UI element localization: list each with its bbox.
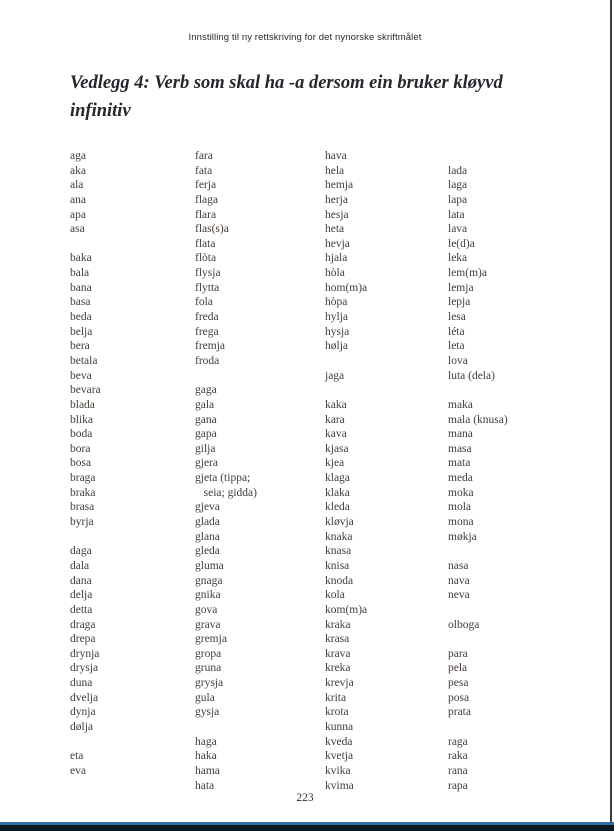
word-cell: flòta — [195, 252, 217, 265]
word-cell: flara — [195, 208, 217, 221]
word-cell: mana — [448, 428, 473, 441]
word-cell: drepa — [70, 633, 96, 646]
word-cell: moka — [448, 486, 474, 499]
word-cell: krava — [325, 647, 351, 660]
word-cell: boda — [70, 428, 93, 441]
word-cell: bora — [70, 442, 91, 455]
word-cell: hòla — [325, 267, 345, 280]
word-cell: gnaga — [195, 574, 223, 587]
word-cell: para — [448, 647, 468, 660]
word-cell: hemja — [325, 179, 354, 192]
word-cell: fola — [195, 296, 213, 309]
word-cell: krevja — [325, 677, 354, 690]
word-cell — [448, 632, 600, 647]
word-cell — [448, 383, 600, 398]
word-cell: grava — [195, 618, 221, 631]
word-cell: nasa — [448, 559, 469, 572]
word-cell: hòpa — [325, 296, 348, 309]
word-cell: heta — [325, 223, 345, 236]
word-cell: krasa — [325, 633, 350, 646]
word-cell: kveda — [325, 735, 353, 748]
word-cell: beda — [70, 311, 92, 324]
word-cell: hama — [195, 764, 220, 777]
word-cell: gaga — [195, 384, 217, 397]
word-cell: ana — [70, 193, 86, 206]
word-cell: hava — [325, 150, 347, 162]
word-cell: bana — [70, 281, 92, 294]
word-cell: lesa — [448, 311, 466, 324]
word-cell: eva — [70, 764, 86, 777]
word-cell: belja — [70, 325, 93, 338]
word-cell: delja — [70, 589, 93, 602]
word-cell: klaga — [325, 472, 350, 485]
word-cell: gjeva — [195, 501, 220, 514]
word-cell: hevja — [325, 237, 350, 250]
word-cell: le(d)a — [448, 237, 475, 250]
word-cell: ala — [70, 179, 84, 192]
word-cell: apa — [70, 208, 86, 221]
word-cell: gruna — [195, 662, 222, 675]
word-cell: blada — [70, 398, 95, 411]
word-cell: gula — [195, 691, 215, 704]
word-cell: haka — [195, 750, 217, 763]
word-cell: bevara — [70, 384, 101, 397]
word-cell: gluma — [195, 559, 224, 572]
word-cell: rapa — [448, 779, 468, 792]
word-cell: mata — [448, 457, 471, 470]
word-cell: hjala — [325, 252, 348, 265]
word-cell: kava — [325, 428, 347, 441]
word-cell: olboga — [448, 618, 480, 631]
word-cell: frega — [195, 325, 219, 338]
word-cell: raka — [448, 750, 468, 763]
word-cell: brasa — [70, 501, 95, 514]
word-cell: dala — [70, 559, 90, 572]
word-cell: hølja — [325, 340, 348, 353]
word-cell: flytta — [195, 281, 220, 294]
word-cell: meda — [448, 472, 473, 485]
word-cell: knaka — [325, 530, 353, 543]
word-cell: kløvja — [325, 516, 354, 529]
word-cell — [448, 544, 600, 559]
word-cell: fremja — [195, 340, 226, 353]
word-cell: haga — [195, 735, 217, 748]
word-cell: gala — [195, 398, 215, 411]
page-title-line2: infinitiv — [70, 101, 131, 121]
word-cell: møkja — [448, 530, 477, 543]
word-cell: knisa — [325, 559, 350, 572]
word-cell: kraka — [325, 618, 351, 631]
word-cell: lata — [448, 208, 465, 221]
word-cell — [70, 530, 195, 545]
word-cell: ferja — [195, 179, 217, 192]
word-cell: masa — [448, 442, 472, 455]
word-cell: gjeta (tippa; — [195, 472, 251, 485]
word-cell: lemja — [448, 281, 474, 294]
word-cell — [70, 237, 195, 252]
page-title-line1: Vedlegg 4: Verb som skal ha -a dersom ein bruker kløyvd — [70, 73, 503, 93]
word-cell: lepja — [448, 296, 471, 309]
word-cell: asa — [70, 223, 85, 236]
word-cell: gova — [195, 603, 218, 616]
word-cell: gilja — [195, 442, 216, 455]
word-cell: kreka — [325, 662, 351, 675]
word-cell: kara — [325, 413, 345, 426]
bottom-dark-bar — [0, 825, 614, 831]
word-cell: lava — [448, 223, 468, 236]
word-cell: leta — [448, 340, 465, 353]
word-cell: luta (dela) — [448, 369, 495, 382]
word-cell: flaga — [195, 193, 218, 206]
word-cell: gana — [195, 413, 217, 426]
word-cell: draga — [70, 618, 96, 631]
word-cell: knoda — [325, 574, 354, 587]
word-cell: kola — [325, 589, 345, 602]
word-cell: duna — [70, 677, 93, 690]
word-cell — [448, 149, 600, 164]
word-cell: lada — [448, 164, 468, 177]
running-header: Innstilling til ny rettskriving for det nynorske skriftmålet — [188, 32, 422, 43]
word-cell — [325, 354, 448, 369]
word-cell: flysja — [195, 267, 221, 280]
word-cell: kjasa — [325, 442, 349, 455]
word-cell: mola — [448, 501, 471, 514]
word-cell: laga — [448, 179, 468, 192]
word-cell: aka — [70, 164, 86, 177]
word-cell: gysja — [195, 706, 220, 719]
word-cell — [448, 603, 600, 618]
word-cell: lapa — [448, 193, 468, 206]
word-cell: raga — [448, 735, 468, 748]
word-cell — [448, 720, 600, 735]
word-cell: glada — [195, 516, 220, 529]
word-cell: beva — [70, 369, 92, 382]
word-cell: hysja — [325, 325, 350, 338]
word-cell: gapa — [195, 428, 217, 441]
word-cell: kom(m)a — [325, 603, 368, 616]
word-cell — [195, 720, 325, 735]
word-cell: knasa — [325, 545, 352, 558]
word-cell: blika — [70, 413, 93, 426]
word-cell: drynja — [70, 647, 100, 660]
word-cell: byrja — [70, 516, 94, 529]
word-cell: mala (knusa) — [448, 413, 508, 426]
word-cell: gropa — [195, 647, 222, 660]
word-cell: prata — [448, 706, 471, 719]
word-cell: aga — [70, 150, 86, 162]
word-cell: krita — [325, 691, 347, 704]
word-cell: bera — [70, 340, 90, 353]
word-cell: gremja — [195, 633, 227, 646]
word-cell: kvima — [325, 779, 354, 792]
word-cell — [70, 735, 195, 750]
word-cell: neva — [448, 589, 470, 602]
word-cell: froda — [195, 354, 220, 367]
word-cell: hesja — [325, 208, 349, 221]
word-cell: rana — [448, 764, 468, 777]
word-cell: leka — [448, 252, 468, 265]
word-cell: gnika — [195, 589, 221, 602]
word-cell: léta — [448, 325, 465, 338]
word-cell: flas(s)a — [195, 223, 229, 236]
page-edge-line — [610, 0, 612, 826]
word-cell: freda — [195, 311, 219, 324]
word-cell: posa — [448, 691, 470, 704]
word-cell: fara — [195, 150, 213, 162]
word-cell: kvetja — [325, 750, 354, 763]
word-cell: hata — [195, 779, 215, 792]
word-cell: dana — [70, 574, 92, 587]
word-cell: bosa — [70, 457, 92, 470]
word-cell: hom(m)a — [325, 281, 368, 294]
word-cell: flata — [195, 237, 216, 250]
word-cell: drysja — [70, 662, 99, 675]
word-cell: detta — [70, 603, 93, 616]
word-cell: krota — [325, 706, 349, 719]
word-cell: jaga — [325, 369, 345, 382]
page-number: 223 — [296, 792, 314, 804]
word-cell — [195, 369, 325, 384]
word-cell: dynja — [70, 706, 96, 719]
word-cell: braka — [70, 486, 96, 499]
word-cell: klaka — [325, 486, 350, 499]
word-cell: kjea — [325, 457, 345, 470]
word-cell: basa — [70, 296, 91, 309]
word-cell: hela — [325, 164, 345, 177]
word-cell: glana — [195, 530, 220, 543]
word-grid — [70, 149, 600, 793]
word-cell: kunna — [325, 720, 354, 733]
word-cell: pela — [448, 662, 468, 675]
page-title — [70, 69, 570, 125]
word-cell: kaka — [325, 398, 347, 411]
word-cell: lova — [448, 354, 468, 367]
word-cell: kleda — [325, 501, 350, 514]
word-cell: betala — [70, 354, 98, 367]
word-cell: daga — [70, 545, 92, 558]
word-cell — [325, 383, 448, 398]
word-cell: dølja — [70, 720, 93, 733]
word-cell: kvika — [325, 764, 351, 777]
word-cell: dvelja — [70, 691, 99, 704]
word-cell: mona — [448, 516, 474, 529]
word-cell: pesa — [448, 677, 469, 690]
word-cell — [70, 779, 195, 794]
word-cell: lem(m)a — [448, 267, 487, 280]
word-cell: bala — [70, 267, 90, 280]
word-cell: maka — [448, 398, 473, 411]
word-cell: braga — [70, 472, 96, 485]
word-cell: gjera — [195, 457, 218, 470]
word-cell: nava — [448, 574, 470, 587]
word-cell: baka — [70, 252, 92, 265]
word-cell: hylja — [325, 311, 348, 324]
word-cell: herja — [325, 193, 348, 206]
word-cell: gleda — [195, 545, 220, 558]
word-cell: seia; gidda) — [195, 486, 257, 499]
word-cell: grysja — [195, 677, 224, 690]
word-cell: eta — [70, 750, 84, 763]
word-cell: fata — [195, 164, 213, 177]
